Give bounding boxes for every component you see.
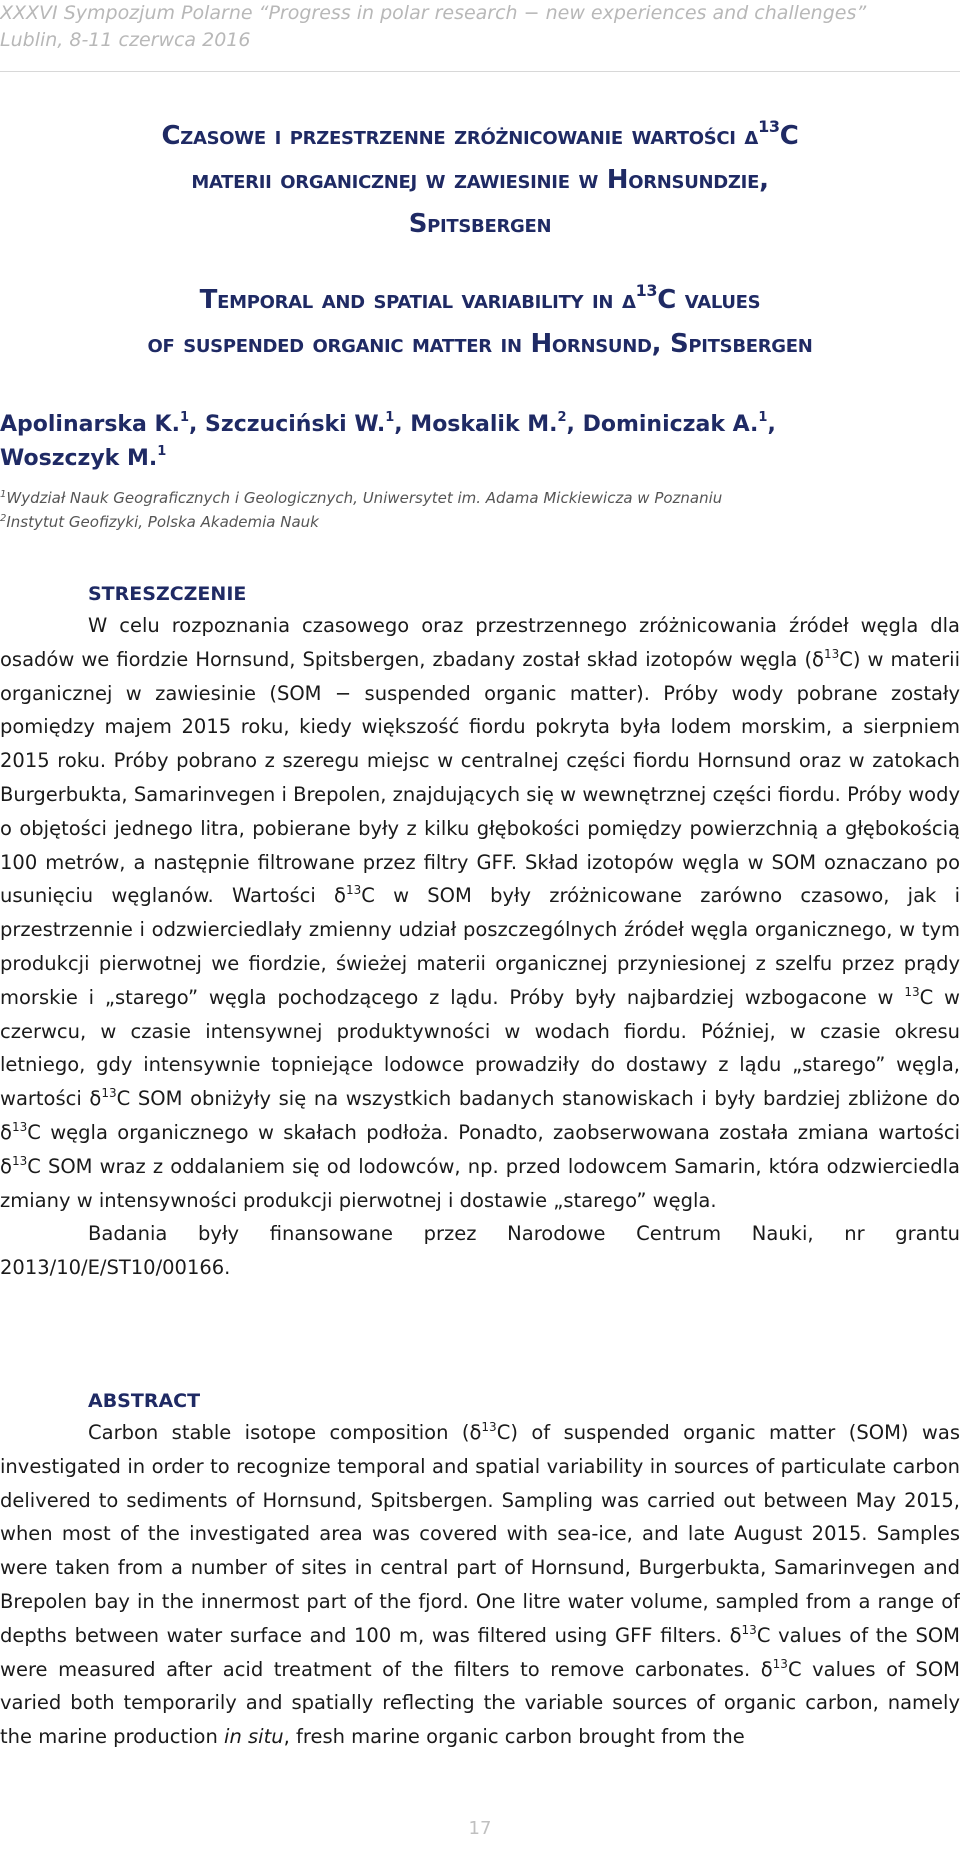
author: Woszczyk M.$^1$: [0, 444, 167, 471]
title-en-line2: of suspended organic matter in Hornsund, Spitsbergen: [147, 329, 813, 359]
author: Szczuciński W.$^1$,: [205, 410, 411, 437]
author: Dominiczak A.$^1$,: [582, 410, 776, 437]
streszczenie-paragraph: W celu rozpoznania czasowego oraz przestrzennego zróżnicowania źródeł węgla dla osadów we fiordzie Hornsund, Spitsbergen, zbadany został skład izotopów węgla $(\delta^{13}C)$ w materii organicznej w zawiesinie (SOM − suspended organic matter). Próby wody pobrane zostały pomiędzy majem 2015 roku, kiedy większość fiordu pokryta była lodem morskim, a sierpniem 2015 roku. Próby pobrano z szeregu miejsc w centralnej części fiordu Hornsund oraz w zatokach Burgerbukta, Samarinvegen i Brepolen, znajdujących się w wewnętrznej części fiordu. Próby wody o objętości jednego litra, pobierane były z kilku głębokości pomiędzy powierzchnią a głębokością 100 metrów, a następnie filtrowane przez filtry GFF. Skład izotopów węgla w SOM oznaczano po usunięciu węglanów. Wartości $\delta^{13}C$ w SOM były zróżnicowane zarówno czasowo, jak i przestrzennie i odzwierciedlały zmienny udział poszczególnych źródeł węgla organicznego, w tym produkcji pierwotnej we fiordzie, świeżej materii organicznej przyniesionej z szelfu przez prądy morskie i „starego” węgla pochodzącego z lądu. Próby były najbardziej wzbogacone w $^{13}$C w czerwcu, w czasie intensywnej produktywności w wodach fiordu. Później, w czasie okresu letniego, gdy intensywnie topniejące lodowce prowadziły do dostawy z lądu „starego” węgla, wartości $\delta^{13}C$ SOM obniżyły się na wszystkich badanych stanowiskach i były bardziej zbliżone do $\delta^{13}C$ węgla organicznego w skałach podłoża. Ponadto, zaobserwowana została zmiana wartości $\delta^{13}C$ SOM wraz z oddalaniem się od lodowców, np. przed lodowcem Samarin, która odzwierciedla zmiany w intensywności produkcji pierwotnej i dostawie „starego” węgla.: [0, 614, 960, 1212]
affiliations: [0, 486, 960, 534]
abstract-body: [0, 1416, 960, 1754]
streszczenie-body: [0, 609, 960, 1285]
author: Apolinarska K.$^1$,: [0, 410, 206, 437]
funding-paragraph: Badania były finansowane przez Narodowe Centrum Nauki, nr grantu 2013/10/E/ST10/00166.: [0, 1222, 960, 1280]
title-en: [20, 278, 940, 366]
header-divider: [0, 71, 960, 72]
page-number: 17: [468, 1818, 492, 1839]
title-pl-line3: Spitsbergen: [408, 209, 552, 239]
title-pl-line2: materii organicznej w zawiesinie w Hornsundzie,: [191, 165, 769, 195]
title-en-line1: Temporal and spatial variability in $\delta^{13}C$ values: [199, 281, 761, 315]
running-header: [0, 0, 960, 54]
header-location: Lublin, 8-11 czerwca 2016: [0, 29, 251, 51]
abstract-paragraph: Carbon stable isotope composition $(\delta^{13}C)$ of suspended organic matter (SOM) was investigated in order to recognize temporal and spatial variability in sources of particulate carbon delivered to sediments of Hornsund, Spitsbergen. Sampling was carried out between May 2015, when most of the investigated area was covered with sea-ice, and late August 2015. Samples were taken from a number of sites in central part of Hornsund, Burgerbukta, Samarinvegen and Brepolen bay in the innermost part of the fjord. One litre water volume, sampled from a range of depths between water surface and 100 m, was filtered using GFF filters. $\delta^{13}C$ values of the SOM were measured after acid treatment of the filters to remove carbonates. $\delta^{13}C$ values of SOM varied both temporarily and spatially reflecting the variable sources of organic carbon, namely the marine production in situ, fresh marine organic carbon brought from the: [0, 1420, 960, 1749]
affiliation: $^1$Wydział Nauk Geograficznych i Geologicznych, Uniwersytet im. Adama Mickiewicza w Poznaniu: [0, 489, 723, 507]
author-list: [0, 408, 940, 476]
streszczenie-heading: STRESZCZENIE: [88, 583, 247, 605]
abstract-heading: ABSTRACT: [88, 1390, 201, 1412]
affiliation: $^2$Instytut Geofizyki, Polska Akademia Nauk: [0, 513, 319, 531]
title-pl-line1: Czasowe i przestrzenne zróżnicowanie wartości $\delta^{13}C$: [161, 117, 799, 151]
author: Moskalik M.$^2$,: [410, 410, 583, 437]
header-conference: XXXVI Sympozjum Polarne “Progress in polar research − new experiences and challenges”: [0, 2, 867, 24]
title-block: [20, 114, 940, 366]
title-pl: [20, 114, 940, 246]
